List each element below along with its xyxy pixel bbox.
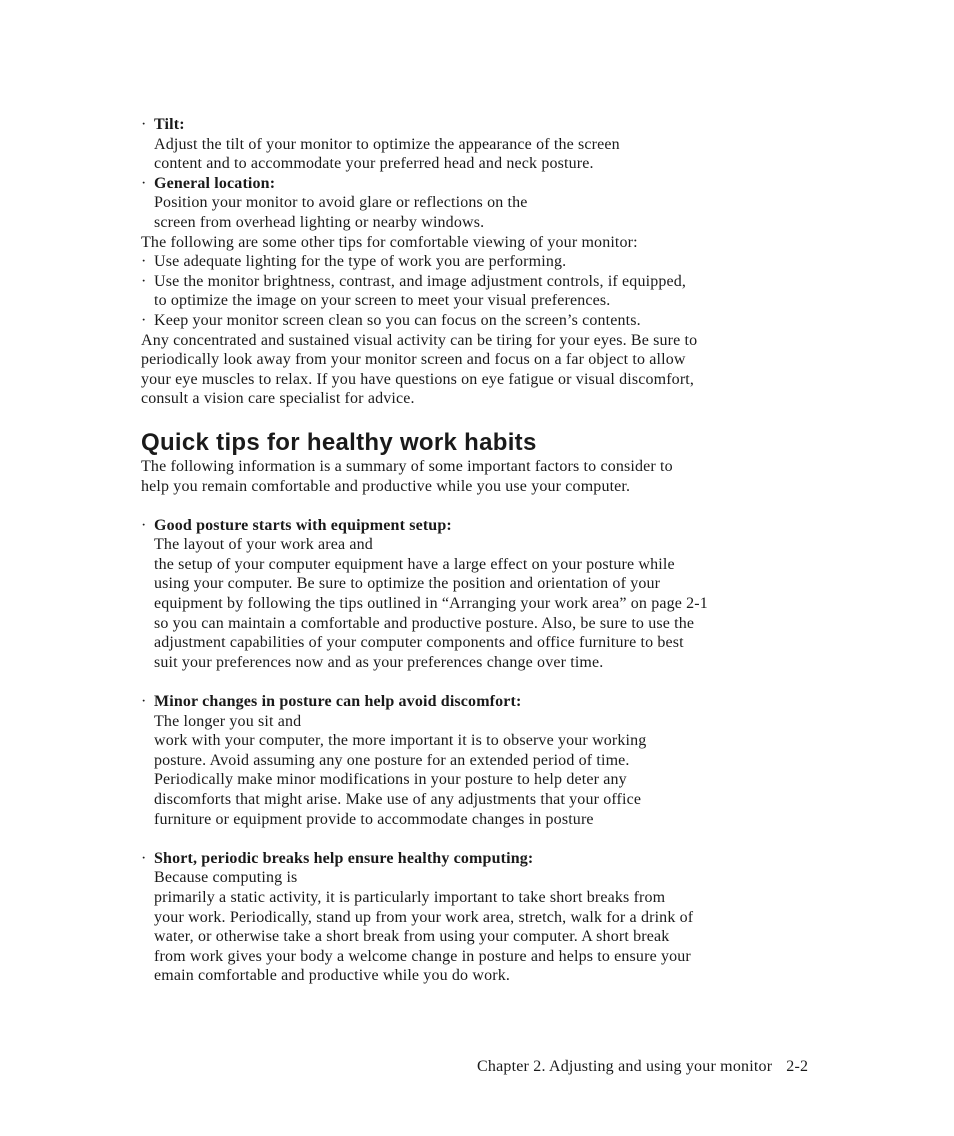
text-line: Periodically make minor modifications in your posture to help deter any	[154, 771, 627, 789]
bullet-marker: ·	[141, 116, 147, 133]
text-line: furniture or equipment provide to accommodate changes in posture	[154, 810, 594, 828]
text-line: content and to accommodate your preferred head and neck posture.	[154, 155, 594, 173]
bullet-heading-minor-changes	[141, 692, 821, 712]
page-footer	[477, 1057, 808, 1077]
bullet-marker: ·	[141, 272, 147, 290]
section-heading: Quick tips for healthy work habits	[141, 428, 537, 456]
tilt-text	[141, 135, 821, 174]
text-line: Because computing is	[154, 869, 298, 887]
text-line: suit your preferences now and as your preferences change over time.	[154, 653, 604, 671]
text-line: help you remain comfortable and productive while you use your computer.	[141, 477, 631, 495]
spacer	[141, 672, 821, 692]
text-line: periodically look away from your monitor screen and focus on a far object to allow	[141, 351, 686, 369]
bullet-marker: ·	[141, 174, 147, 192]
tilt-heading: Tilt:	[154, 116, 185, 133]
tip-item	[141, 252, 821, 272]
spacer	[141, 829, 821, 849]
bullet-heading-general-location	[141, 174, 821, 194]
text-line: your work. Periodically, stand up from your work area, stretch, walk for a drink of	[154, 908, 694, 926]
bullet-marker: ·	[141, 311, 147, 329]
text-line: Position your monitor to avoid glare or reflections on the	[154, 194, 528, 212]
bullet-marker: ·	[141, 516, 147, 534]
bullet-marker: ·	[141, 849, 147, 867]
general-location-heading: General location:	[154, 174, 276, 192]
tip-item	[141, 272, 821, 311]
spacer	[141, 496, 821, 516]
text-line: emain comfortable and productive while you do work.	[154, 967, 510, 985]
section-summary	[141, 457, 821, 496]
text-line: screen from overhead lighting or nearby windows.	[154, 213, 485, 231]
text-line: The longer you sit and	[154, 712, 302, 730]
bullet-heading-tilt	[141, 115, 821, 135]
text-line: the setup of your computer equipment have a large effect on your posture while	[154, 555, 675, 573]
text-line: Use the monitor brightness, contrast, and image adjustment controls, if equipped,	[154, 272, 687, 290]
text-line: equipment by following the tips outlined in “Arranging your work area” on page 2-1	[154, 595, 708, 613]
good-posture-heading: Good posture starts with equipment setup:	[154, 516, 452, 534]
text-line: The following information is a summary of some important factors to consider to	[141, 457, 673, 475]
short-breaks-heading: Short, periodic breaks help ensure healthy computing:	[154, 849, 534, 867]
text-line: discomforts that might arise. Make use of any adjustments that your office	[154, 791, 642, 808]
general-location-text	[141, 193, 821, 232]
document-body	[141, 115, 821, 986]
text-line: work with your computer, the more important it is to observe your working	[154, 732, 647, 750]
tips-lead: The following are some other tips for comfortable viewing of your monitor:	[141, 233, 638, 251]
footer-chapter: Chapter 2. Adjusting and using your monitor	[477, 1058, 773, 1075]
text-line: posture. Avoid assuming any one posture for an extended period of time.	[154, 751, 630, 769]
minor-changes-heading: Minor changes in posture can help avoid discomfort:	[154, 693, 522, 711]
good-posture-text	[141, 535, 821, 672]
text-line: from work gives your body a welcome change in posture and helps to ensure your	[154, 947, 691, 965]
bullet-heading-good-posture	[141, 516, 821, 536]
text-line: Keep your monitor screen clean so you can focus on the screen’s contents.	[154, 311, 641, 329]
text-line: consult a vision care specialist for advice.	[141, 390, 415, 408]
text-line: to optimize the image on your screen to meet your visual preferences.	[154, 292, 611, 310]
minor-changes-text	[141, 712, 821, 830]
page-number: 2-2	[786, 1058, 809, 1075]
text-line: The layout of your work area and	[154, 536, 373, 554]
short-breaks-text	[141, 868, 821, 986]
text-line: using your computer. Be sure to optimize the position and orientation of your	[154, 575, 661, 593]
bullet-marker: ·	[141, 253, 147, 271]
tip-item	[141, 311, 821, 331]
text-line: Any concentrated and sustained visual activity can be tiring for your eyes. Be sure to	[141, 331, 698, 349]
text-line: so you can maintain a comfortable and productive posture. Also, be sure to use the	[154, 614, 695, 632]
text-line: Use adequate lighting for the type of work you are performing.	[154, 253, 567, 271]
text-line: adjustment capabilities of your computer components and office furniture to best	[154, 634, 684, 652]
text-line: primarily a static activity, it is particularly important to take short breaks from	[154, 888, 666, 906]
bullet-marker: ·	[141, 693, 147, 711]
text-line: water, or otherwise take a short break from using your computer. A short break	[154, 928, 670, 946]
text-line: your eye muscles to relax. If you have questions on eye fatigue or visual discomfort,	[141, 370, 695, 388]
text-line: Adjust the tilt of your monitor to optimize the appearance of the screen	[154, 135, 620, 153]
bullet-heading-short-breaks	[141, 849, 821, 869]
eye-fatigue-paragraph	[141, 331, 821, 409]
